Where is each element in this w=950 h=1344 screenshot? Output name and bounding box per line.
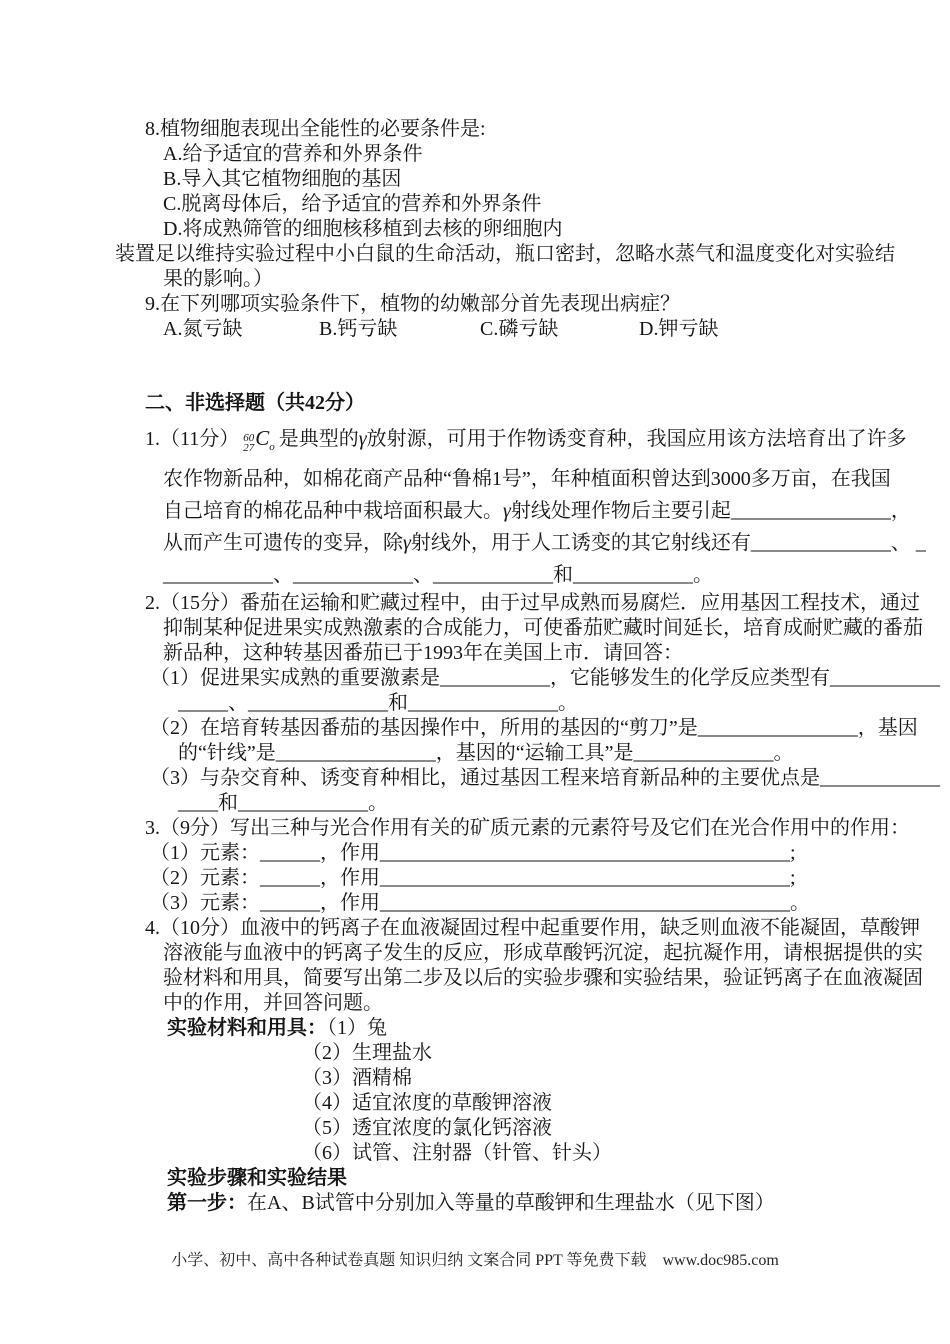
orphan-note-line1: 装置足以维持实验过程中小白鼠的生命活动，瓶口密封，忽略水蒸气和温度变化对实验结 — [115, 243, 895, 265]
isotope-symbol: C — [255, 426, 270, 450]
q1-line3 — [163, 495, 950, 527]
question-4 — [0, 916, 950, 1216]
gamma-symbol: γ — [503, 500, 511, 522]
section-2-heading: 二、非选择题（共42分） — [145, 392, 365, 414]
footer-site-url: www.doc985.com — [662, 1252, 779, 1269]
question-9 — [0, 292, 950, 342]
q8-option-c: C.脱离母体后，给予适宜的营养和外界条件 — [163, 193, 542, 215]
q3-item3: （3）元素：______，作用_________________________________________。 — [150, 892, 810, 914]
q8-option-a: A.给予适宜的营养和外界条件 — [163, 143, 423, 165]
footer-promo-text: 小学、初中、高中各种试卷真题 知识归纳 文案合同 PPT 等免费下载 — [171, 1252, 647, 1269]
q1-line4-rest: 射线外，用于人工诱变的其它射线还有______________、 _ — [410, 532, 926, 554]
q2-item1-line1: （1）促进果实成熟的重要激素是___________，它能够发生的化学反应类型有___________ — [150, 667, 940, 689]
isotope-symbol-subscript: o — [269, 441, 275, 453]
question-2 — [0, 591, 950, 816]
q8-stem: 8.植物细胞表现出全能性的必要条件是: — [145, 118, 486, 140]
q9-option-c: C.磷亏缺 — [480, 318, 559, 340]
q1-line1 — [145, 422, 950, 463]
q9-option-b: B.钙亏缺 — [319, 318, 398, 340]
step-1-label: 第一步： — [167, 1192, 247, 1214]
q9-options-row — [163, 317, 950, 342]
step-1-text: 在A、B试管中分别加入等量的草酸钾和生理盐水（见下图） — [247, 1192, 775, 1214]
q1-line3-rest: 射线处理作物后主要引起________________， — [510, 500, 911, 522]
q1-line4-pre: 从而产生可遗传的变异，除 — [163, 532, 403, 554]
q2-item3-line2: ____和_____________。 — [178, 792, 388, 814]
material-item-3: （3）酒精棉 — [302, 1067, 412, 1089]
q1-line2: 农作物新品种，如棉花商产品种“鲁棉1号”，年种植面积曾达到3000多万亩，在我国 — [163, 468, 891, 490]
material-item-2: （2）生理盐水 — [302, 1042, 432, 1064]
q2-item3-line1: （3）与杂交育种、诱变育种相比，通过基因工程来培育新品种的主要优点是____________ — [150, 767, 940, 789]
q8-option-d: D.将成熟筛管的细胞核移植到去核的卵细胞内 — [163, 218, 563, 240]
q2-item1-line2: _____、______________和_______________。 — [178, 692, 578, 714]
q9-option-a: A.氮亏缺 — [163, 318, 243, 340]
q4-line4: 中的作用，并回答问题。 — [163, 992, 383, 1014]
q9-stem: 9.在下列哪项实验条件下，植物的幼嫩部分首先表现出病症？ — [145, 293, 680, 315]
cobalt-60-isotope — [243, 422, 275, 463]
q1-line1-rest: 放射源，可用于作物诱变育种，我国应用该方法培育出了许多 — [366, 428, 907, 450]
gamma-symbol: γ — [403, 532, 411, 554]
q8-option-b: B.导入其它植物细胞的基因 — [163, 168, 402, 190]
gamma-symbol: γ — [358, 428, 367, 450]
q2-line2: 抑制某种促进果实成熟激素的合成能力，可使番茄贮藏时间延长，培育成耐贮藏的番茄 — [163, 617, 923, 639]
q1-prefix: 1.（11分） — [145, 428, 240, 450]
q9-option-d: D.钾亏缺 — [639, 318, 719, 340]
question-1 — [0, 422, 950, 591]
q2-item2-line1: （2）在培育转基因番茄的基因操作中，所用的基因的“剪刀”是________________，基因 — [150, 717, 918, 739]
isotope-mass-number: 60 — [243, 432, 255, 444]
q1-line5-blanks: ___________、____________、____________和____________。 — [163, 564, 713, 586]
materials-line — [167, 1016, 950, 1041]
material-item-4: （4）适宜浓度的草酸钾溶液 — [302, 1092, 552, 1114]
q3-item1: （1）元素：______，作用_________________________________________; — [150, 842, 796, 864]
question-3 — [0, 816, 950, 916]
material-item-5: （5）透宜浓度的氯化钙溶液 — [302, 1117, 552, 1139]
q2-line1: 2.（15分）番茄在运输和贮藏过程中，由于过早成熟而易腐烂．应用基因工程技术，通过 — [145, 592, 920, 614]
q3-stem: 3.（9分）写出三种与光合作用有关的矿质元素的元素符号及它们在光合作用中的作用： — [145, 817, 910, 839]
q4-line2: 溶液能与血液中的钙离子发生的反应，形成草酸钙沉淀，起抗凝作用，请根据提供的实 — [163, 942, 923, 964]
step-1-line — [167, 1191, 950, 1216]
orphan-note-line2: 果的影响。） — [163, 268, 273, 290]
material-item-1: （1）兔 — [327, 1017, 387, 1039]
steps-heading: 实验步骤和实验结果 — [167, 1167, 347, 1189]
question-8 — [0, 117, 950, 242]
q4-line3: 验材料和用具，简要写出第二步及以后的实验步骤和实验结果，验证钙离子在血液凝固 — [163, 967, 923, 989]
q2-line3: 新品种，这种转基因番茄已于1993年在美国上市．请回答： — [163, 642, 683, 664]
page-footer — [0, 1247, 950, 1270]
materials-label: 实验材料和用具： — [167, 1017, 327, 1039]
q3-item2: （2）元素：______，作用_________________________________________; — [150, 867, 796, 889]
material-item-6: （6）试管、注射器（针管、针头） — [302, 1142, 612, 1164]
q4-line1: 4.（10分）血液中的钙离子在血液凝固过程中起重要作用，缺乏则血液不能凝固，草酸钾 — [145, 917, 920, 939]
q1-line4 — [163, 527, 950, 559]
q1-line3-pre: 自己培育的棉花品种中栽培面积最大。 — [163, 500, 503, 522]
isotope-atomic-number: 27 — [243, 442, 255, 454]
orphan-note — [0, 242, 950, 292]
q1-line1-mid: 是典型的 — [278, 428, 359, 450]
q2-item2-line2: 的“针线”是________________，基因的“运输工具”是______________。 — [178, 742, 794, 764]
